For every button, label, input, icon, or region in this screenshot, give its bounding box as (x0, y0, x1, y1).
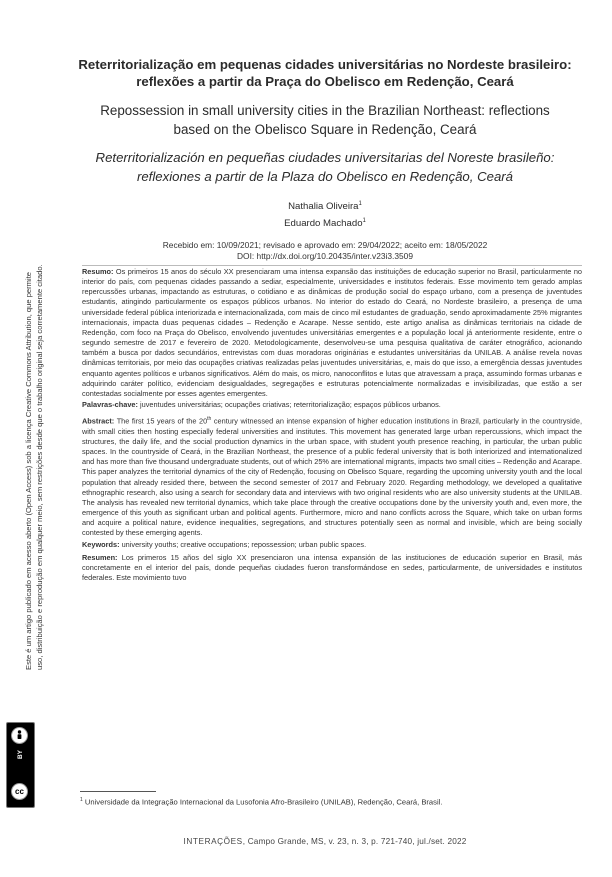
divider (82, 265, 582, 266)
license-line1: Este é um artigo publicado em acesso aberto (Open Access) sob a licença Creative Commons Attribution, que permite (24, 271, 33, 670)
footnote-rule (80, 791, 156, 792)
license-sidebar (5, 260, 44, 670)
abstract-paragraph (82, 414, 582, 538)
abstract-block (82, 267, 582, 583)
resumo-text: Os primeiros 15 anos do século XX presenciaram uma intensa expansão das instituições de educação superior no Brasil, particularmente no interior do país, com pequenas cidades passando a sediar, especialmente, universidades e institutos federais. Esse movimento tem gerado amplas repercussões urbanas, impactando as estruturas, o cotidiano e as dinâmicas de produção social do espaço urbano, com a presença de juventudes estudantis, atingindo particularmente os espaços públicos urbanos. No interior do estado do Ceará, no Nordeste brasileiro, a presença de uma universidade federal pública interiorizada e internacionalizada, com mais de cinco mil estudantes de graduação, sendo aproximadamente 25% migrantes internacionais, impacta duas pequenas cidades – Redenção e Acarape. Nesse sentido, este artigo analisa as dinâmicas territoriais na cidade de Redenção, com foco na Praça do Obelisco, envolvendo juventudes universitárias emergentes e a população local já anteriormente residente, entre o segundo semestre de 2017 e fevereiro de 2020. Metodologicamente, desenvolveu-se uma pesquisa qualitativa de caráter etnográfico, acionando também a busca por dados secundários, entrevistas com duas moradoras originárias e estudantes universitárias da UNILAB. A análise revela novas dinâmicas territoriais, por meio das ocupações criativas realizadas pelas juventudes universitárias, e, mais do que isso, a emergência dessas juventudes enquanto agentes políticos e urbanos significativos. Além do mais, os micro, nanoconflitos e lutas que atravessam a praça, assumindo formas urbanas e adquirindo caráter político, evidenciam desigualdades, segregações e estruturas potencialmente normalizadas e invisibilizadas, que estão a ser contestadas socialmente por esses agentes emergentes. (82, 267, 582, 398)
author-affiliation-mark: 1 (358, 201, 362, 207)
resumen-label: Resumen: (82, 552, 118, 562)
journal-name: INTERAÇÕES (183, 837, 243, 846)
abstract-text-start: The first 15 years of the 20 (116, 416, 208, 426)
resumen-text: Los primeros 15 años del siglo XX presenciaron una intensa expansión de las instituciones de educación superior en Brasil, más concretamente en el interior del país, donde pequeñas ciudades fueron transformándose en sedes, particularmente, de universidades e institutos federales. Este movimiento tuvo (82, 552, 582, 582)
footnote-mark: 1 (80, 797, 83, 803)
author-name: Nathalia Oliveira (288, 201, 359, 213)
resumo-paragraph (82, 267, 582, 399)
title-pt-line1: Reterritorialização em pequenas cidades universitárias no Nordeste brasileiro: (78, 57, 572, 72)
title-english (70, 101, 580, 139)
license-by-label: BY (17, 749, 24, 760)
palavras-chave-text: juventudes universitárias; ocupações criativas; reterritorialização; espaços públicos urbanos. (139, 400, 441, 410)
keywords-label: Keywords: (82, 539, 120, 549)
license-line2: uso, distribuição e reprodução em qualquer meio, sem restrições desde que o trabalho original seja corretamente citado. (35, 264, 44, 670)
title-spanish (70, 148, 580, 186)
resumen-paragraph (82, 553, 582, 583)
palavras-chave-paragraph (82, 400, 582, 410)
resumo-label: Resumo: (82, 267, 114, 276)
citation-info: , Campo Grande, MS, v. 23, n. 3, p. 721-740, jul./set. 2022 (242, 837, 467, 846)
title-en-line2: based on the Obelisco Square in Redenção, Ceará (173, 122, 477, 137)
abstract-text-rest: century witnessed an intense expansion of higher education institutions in Brazil, particularly in the countryside, with small cities then hosting especially federal universities and institutes. This movement has generated large urban repercussions, which impact the structures, the daily life, and the social production dynamics in the urban space, with student youth presence reaching, in particular, the urban public spaces. In the countryside of Ceará, in the Brazilian Northeast, the presence of a public federal university that is both interiorized and internationalized and has more than five thousand undergraduate students, out of which 25% are international migrants, impacts two small cities – Redenção and Acarape. This paper analyzes the territorial dynamics of the city of Redenção, focusing on Obelisco Square, regarding the upcoming university youth and the local population that already resided there, between the second semester of 2017 and February 2020. Regarding methodology, we developed a qualitative ethnographic research, also using a search for secondary data and interviews with two original residents who are also university students at the UNILAB. The analysis has revealed new territorial dynamics, which take place through the creative occupations done by the university youth and, even more, the emergence of this youth as significant urban and political agents. Furthermore, micro and nano conflicts across the Square, which take on urban forms and acquire a political nature, evidence inequalities, segregations, and structures potentially seen as normal and invisible, which are being socially contested by these emerging agents. (82, 416, 582, 538)
footnote (80, 795, 590, 808)
doi-link[interactable]: DOI: http://dx.doi.org/10.20435/inter.v23i3.3509 (237, 251, 413, 261)
abstract-label: Abstract: (82, 416, 115, 426)
title-en-line1: Repossession in small university cities in the Brazilian Northeast: reflections (100, 103, 550, 118)
author-affiliation-mark: 1 (362, 218, 366, 225)
submission-dates: Recebido em: 10/09/2021; revisado e aprovado em: 29/04/2022; aceito em: 18/05/2022 (162, 240, 488, 250)
keywords-text: university youths; creative occupations; repossession; urban public spaces. (121, 539, 367, 549)
palavras-chave-label: Palavras-chave: (82, 400, 138, 410)
author-list (70, 197, 580, 231)
submission-info (70, 240, 580, 262)
keywords-paragraph (82, 540, 582, 550)
title-portuguese (70, 56, 580, 90)
title-es-line1: Reterritorialización en pequeñas ciudades universitarias del Noreste brasileño: (95, 150, 555, 165)
author (70, 197, 580, 214)
cc-by-license-badge[interactable] (6, 722, 35, 808)
cc-icon: cc (11, 783, 28, 800)
footnote-text: Universidade da Integração Internacional da Lusofonia Afro-Brasileiro (UNILAB), Redenção, Ceará, Brasil. (84, 797, 443, 807)
title-pt-line2: reflexões a partir da Praça do Obelisco em Redenção, Ceará (136, 74, 514, 89)
abstract-superscript: th (207, 416, 212, 423)
license-notice (23, 260, 45, 670)
author-name: Eduardo Machado (284, 218, 363, 230)
page-footer (70, 836, 580, 847)
author (70, 214, 580, 231)
title-es-line2: reflexiones a partir de la Plaza do Obelisco en Redenção, Ceará (136, 169, 514, 184)
